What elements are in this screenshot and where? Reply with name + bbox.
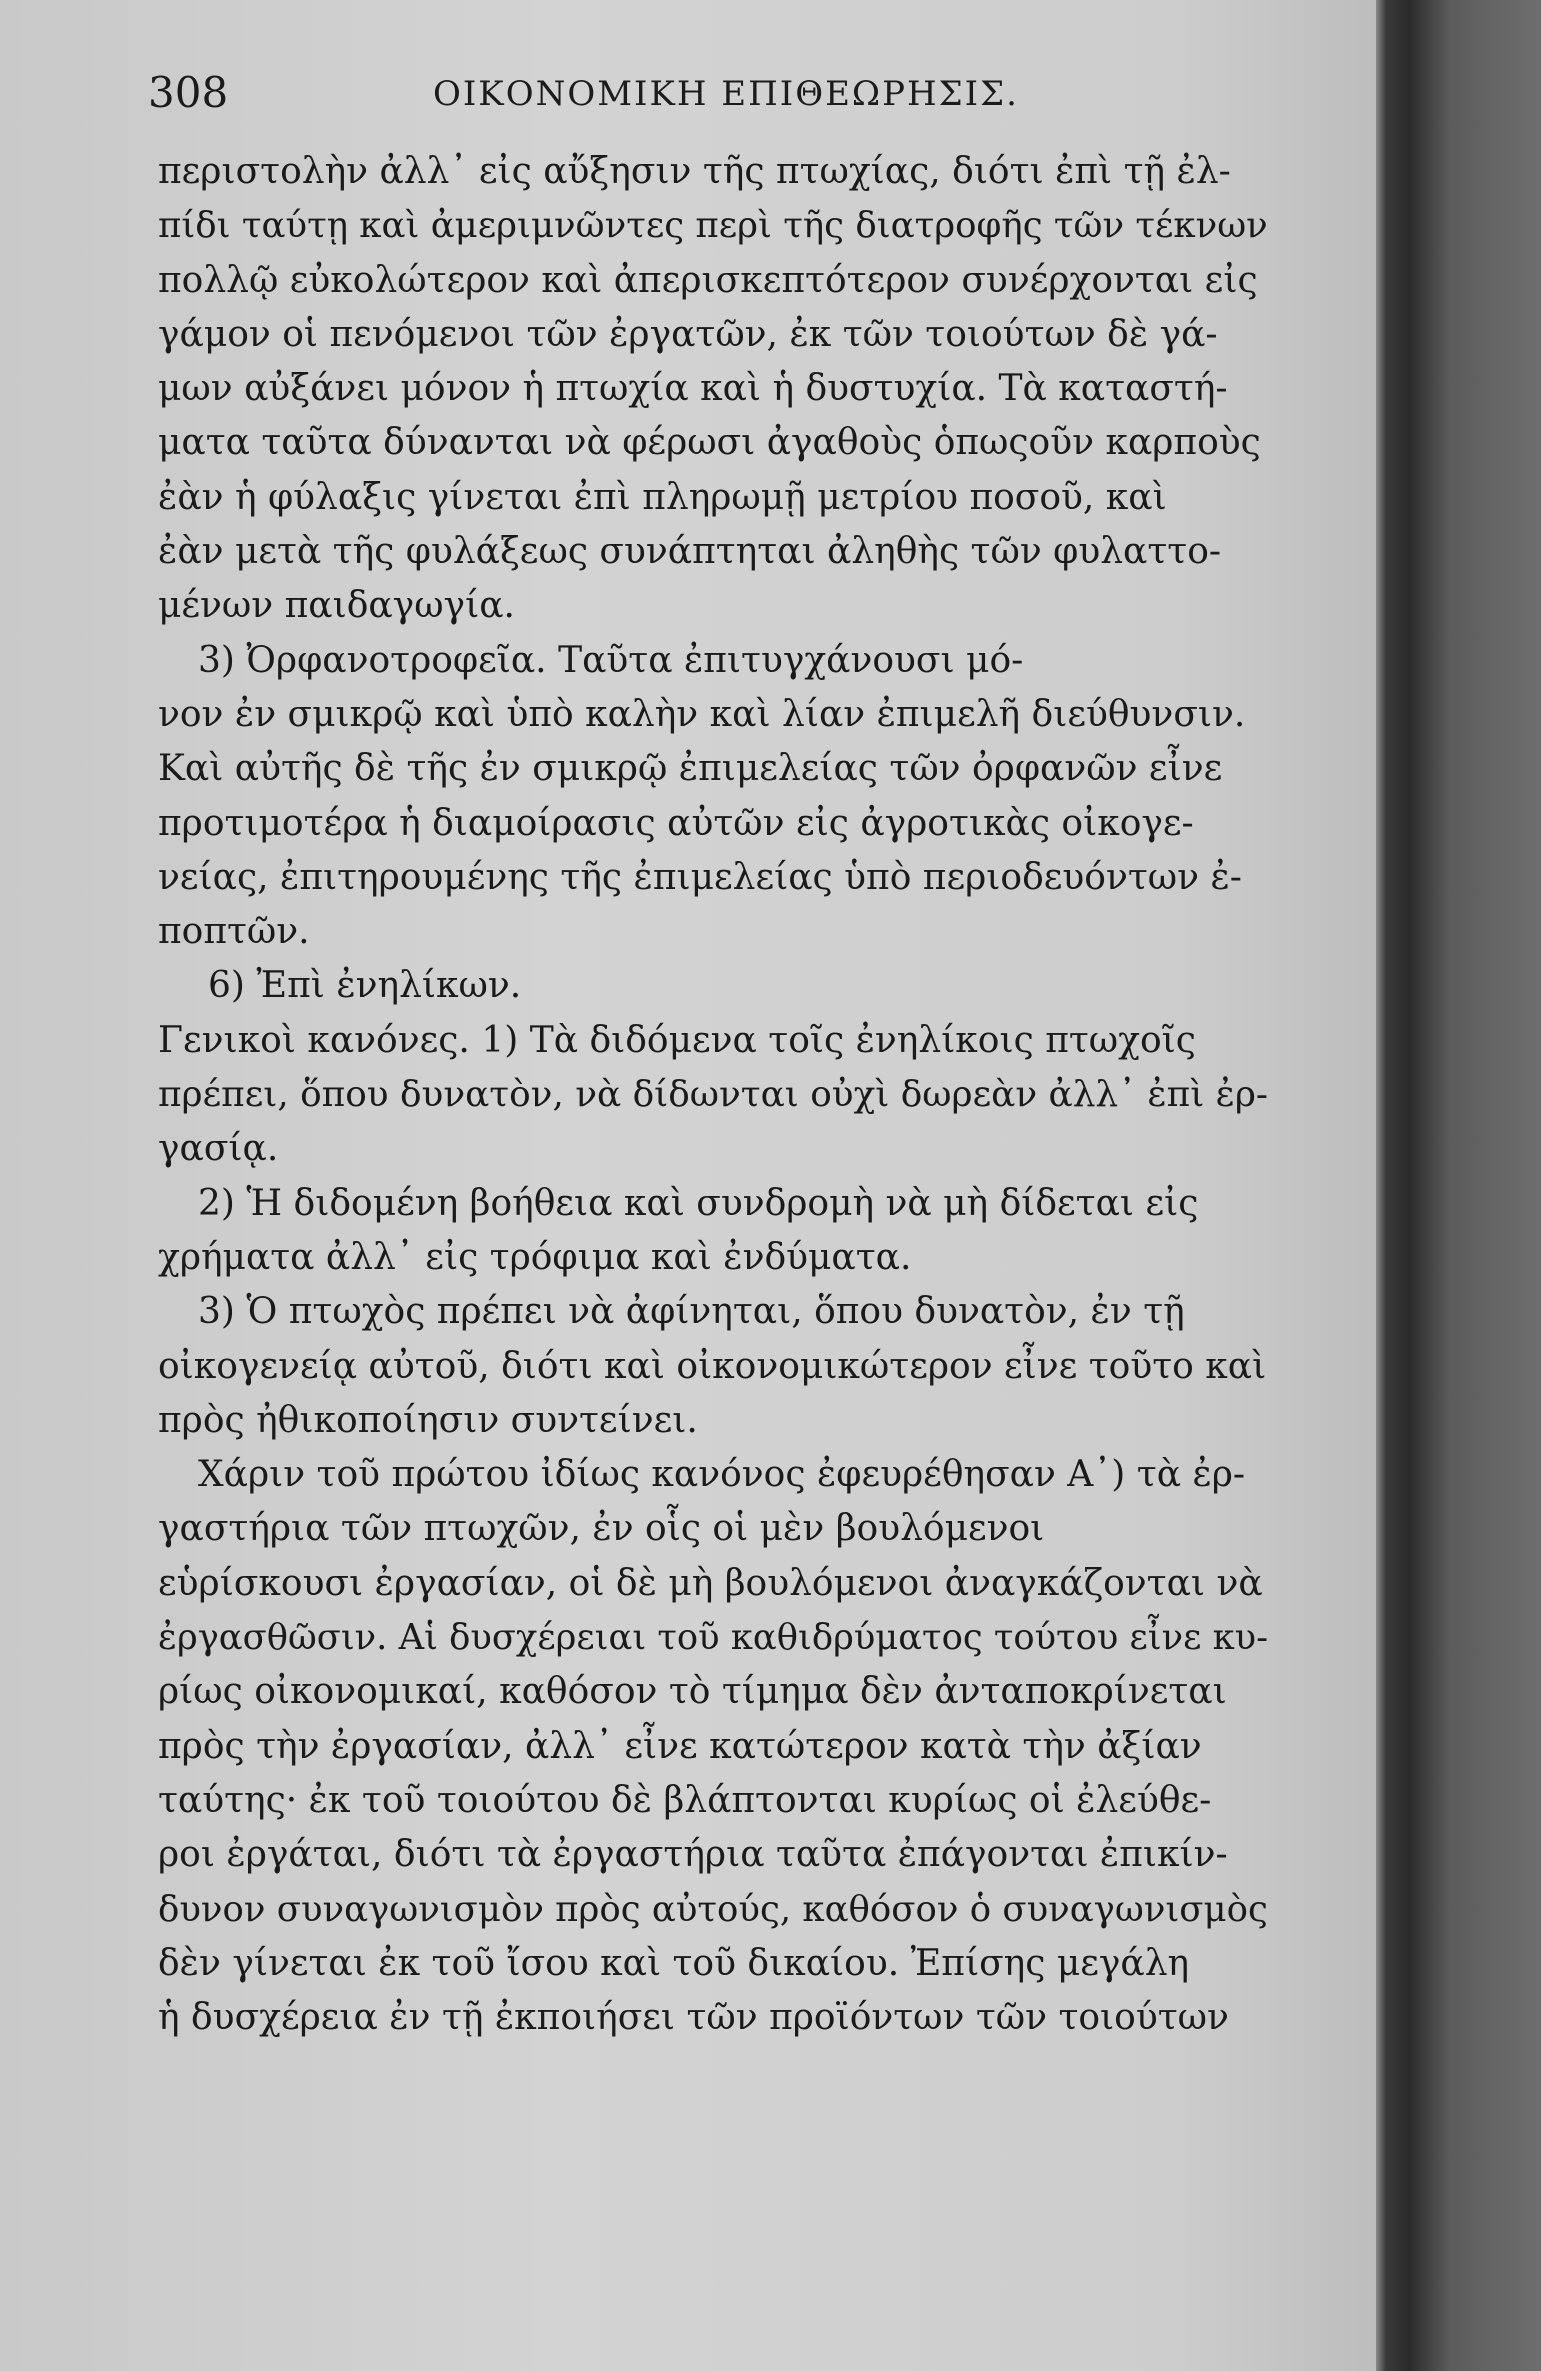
book-gutter-shadow	[1376, 0, 1541, 2371]
text-line: νείας, ἐπιτηρουμένης τῆς ἐπιμελείας ὑπὸ περιοδευόντων ἐ-	[158, 856, 1242, 898]
running-title: ΟΙΚΟΝΟΜΙΚΗ ΕΠΙΘΕΩΡΗΣΙΣ.	[433, 74, 1019, 114]
text-line: πρέπει, ὅπου δυνατὸν, νὰ δίδωνται οὐχὶ δωρεὰν ἀλλ᾿ ἐπὶ ἐρ-	[158, 1074, 1269, 1116]
text-line: ἐὰν ἡ φύλαξις γίνεται ἐπὶ πληρωμῇ μετρίου ποσοῦ, καὶ	[158, 476, 1167, 518]
text-line: μένων παιδαγωγία.	[158, 585, 515, 627]
text-line: ποπτῶν.	[158, 911, 310, 953]
text-line: πρὸς τὴν ἐργασίαν, ἀλλ᾿ εἶνε κατώτερον κατὰ τὴν ἀξίαν	[158, 1725, 1202, 1767]
text-line: δὲν γίνεται ἐκ τοῦ ἴσου καὶ τοῦ δικαίου. Ἐπίσης μεγάλη	[158, 1942, 1190, 1984]
section-heading-orphanages: 3) Ὀρφανοτροφεῖα. Ταῦτα ἐπιτυγχάνουσι μό-	[198, 639, 1024, 681]
text-line: οἰκογενείᾳ αὐτοῦ, διότι καὶ οἰκονομικώτερον εἶνε τοῦτο καὶ	[158, 1345, 1267, 1387]
page-number: 308	[148, 68, 229, 117]
text-line: Γενικοὶ κανόνες. 1) Τὰ διδόμενα τοῖς ἐνηλίκοις πτωχοῖς	[158, 1019, 1196, 1061]
text-line: χρήματα ἀλλ᾿ εἰς τρόφιμα καὶ ἐνδύματα.	[158, 1236, 912, 1278]
text-line: γάμον οἱ πενόμενοι τῶν ἐργατῶν, ἐκ τῶν τοιούτων δὲ γά-	[158, 313, 1218, 355]
text-line: πίδι ταύτῃ καὶ ἀμεριμνῶντες περὶ τῆς διατροφῆς τῶν τέκνων	[158, 205, 1268, 247]
rule-2-line: 2) Ἡ διδομένη βοήθεια καὶ συνδρομὴ νὰ μὴ δίδεται εἰς	[198, 1182, 1199, 1224]
text-line: ἐὰν μετὰ τῆς φυλάξεως συνάπτηται ἀληθὴς τῶν φυλαττο-	[158, 531, 1222, 573]
paragraph-start: Χάριν τοῦ πρώτου ἰδίως κανόνος ἐφευρέθησαν Α᾿) τὰ ἐρ-	[198, 1454, 1246, 1496]
text-line: ἡ δυσχέρεια ἐν τῇ ἐκποιήσει τῶν προϊόντων τῶν τοιούτων	[158, 1997, 1229, 2039]
text-line: δυνον συναγωνισμὸν πρὸς αὐτούς, καθόσον ὁ συναγωνισμὸς	[158, 1888, 1268, 1930]
text-line: ταύτης· ἐκ τοῦ τοιούτου δὲ βλάπτονται κυρίως οἱ ἐλεύθε-	[158, 1779, 1212, 1821]
text-line: ματα ταῦτα δύνανται νὰ φέρωσι ἀγαθοὺς ὁπωςοῦν καρποὺς	[158, 422, 1261, 464]
text-line: πολλῷ εὐκολώτερον καὶ ἀπερισκεπτότερον συνέρχονται εἰς	[158, 259, 1258, 301]
body-text	[158, 145, 1268, 2045]
text-line: ροι ἐργάται, διότι τὰ ἐργαστήρια ταῦτα ἐπάγονται ἐπικίν-	[158, 1834, 1228, 1876]
text-line: μων αὐξάνει μόνον ἡ πτωχία καὶ ἡ δυστυχία. Τὰ καταστή-	[158, 368, 1228, 410]
text-line: ἐργασθῶσιν. Αἱ δυσχέρειαι τοῦ καθιδρύματος τούτου εἶνε κυ-	[158, 1617, 1269, 1659]
text-line: γαστήρια τῶν πτωχῶν, ἐν οἷς οἱ μὲν βουλόμενοι	[158, 1508, 1045, 1550]
text-line: νον ἐν σμικρῷ καὶ ὑπὸ καλὴν καὶ λίαν ἐπιμελῆ διεύθυνσιν.	[158, 693, 1246, 735]
text-line: πρὸς ἠθικοποίησιν συντείνει.	[158, 1399, 698, 1441]
text-line: περιστολὴν ἀλλ᾿ εἰς αὔξησιν τῆς πτωχίας, διότι ἐπὶ τῇ ἐλ-	[158, 151, 1231, 192]
text-line: προτιμοτέρα ἡ διαμοίρασις αὐτῶν εἰς ἀγροτικὰς οἰκογε-	[158, 802, 1194, 844]
page-header	[148, 68, 1258, 128]
text-line: Καὶ αὐτῆς δὲ τῆς ἐν σμικρῷ ἐπιμελείας τῶν ὀρφανῶν εἶνε	[158, 748, 1223, 790]
rule-3-line: 3) Ὁ πτωχὸς πρέπει νὰ ἀφίνηται, ὅπου δυνατὸν, ἐν τῇ	[198, 1291, 1185, 1333]
text-line: γασίᾳ.	[158, 1128, 279, 1170]
text-line: ρίως οἰκονομικαί, καθόσον τὸ τίμημα δὲν ἀνταποκρίνεται	[158, 1671, 1227, 1713]
section-heading-adults: 6) Ἐπὶ ἐνηλίκων.	[208, 965, 522, 1007]
text-line: εὑρίσκουσι ἐργασίαν, οἱ δὲ μὴ βουλόμενοι ἀναγκάζονται νὰ	[158, 1562, 1263, 1604]
